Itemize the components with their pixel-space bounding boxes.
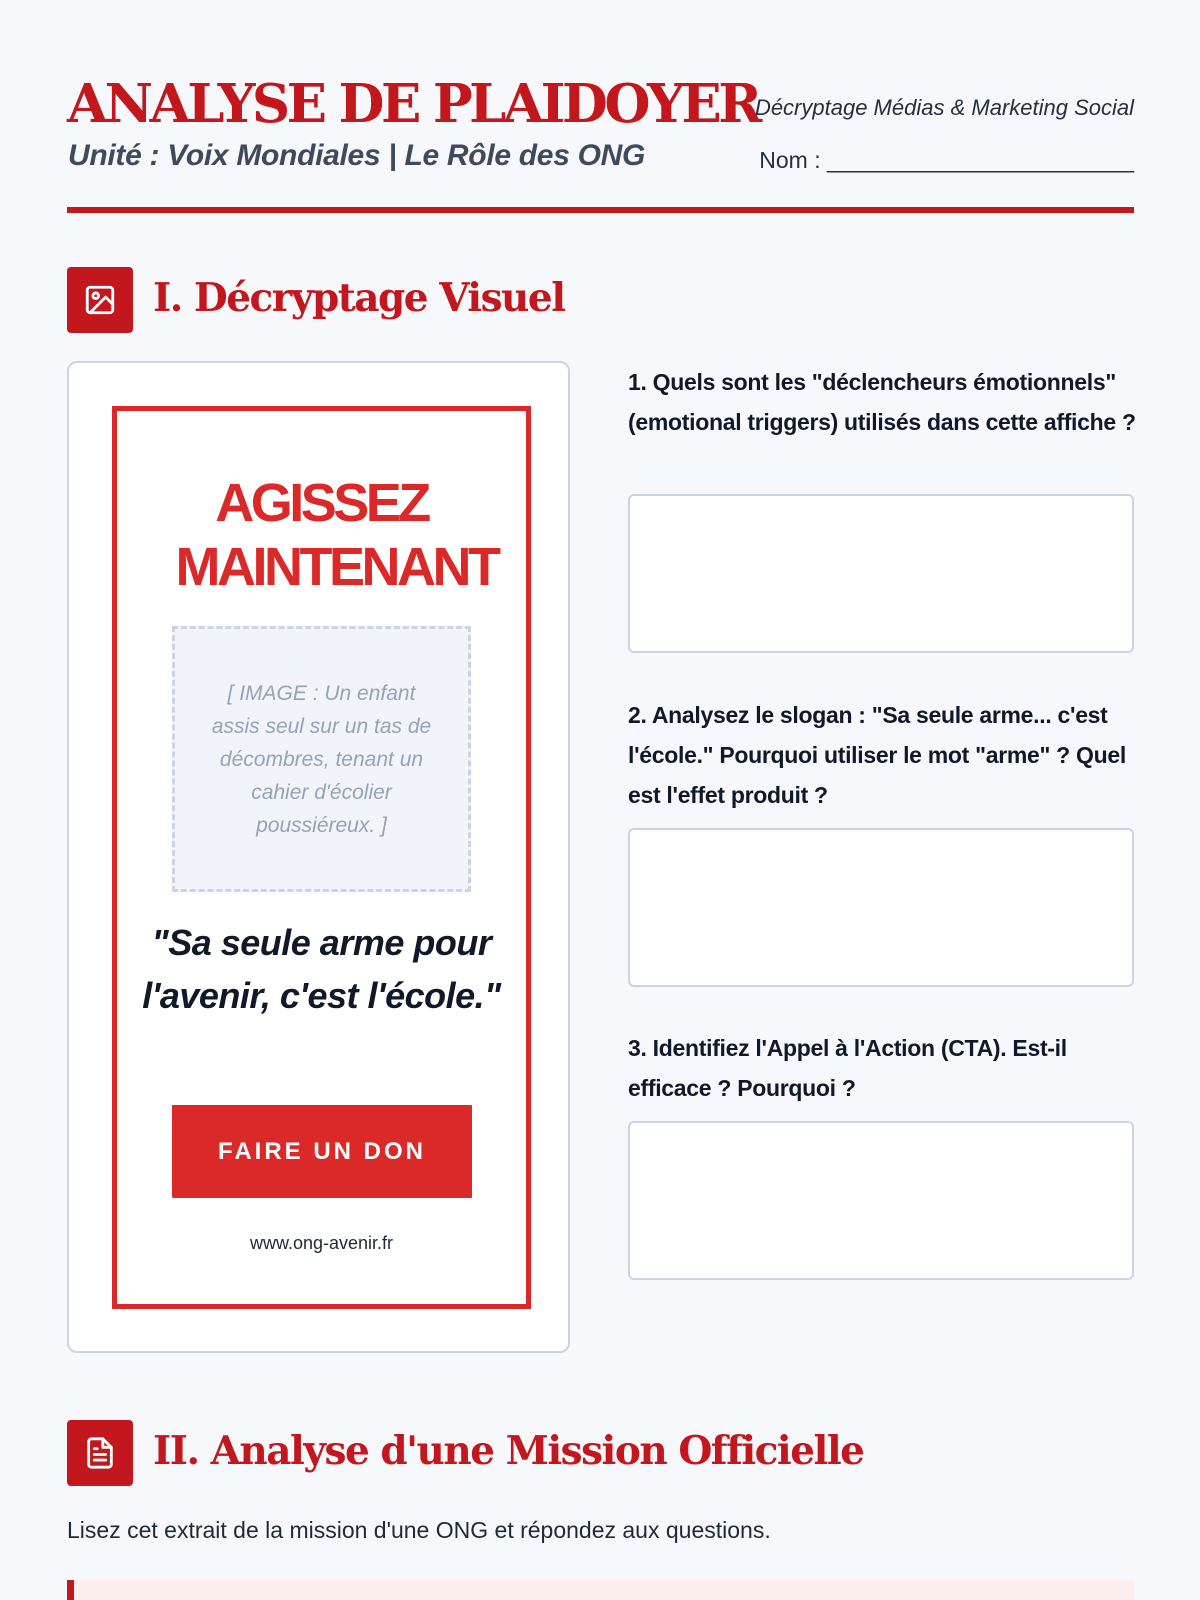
donate-button[interactable]: FAIRE UN DON xyxy=(172,1105,472,1198)
name-field[interactable]: Nom : ________________________ xyxy=(759,147,1134,173)
poster-headline-line1: AGISSEZ xyxy=(215,473,428,533)
answer-box-2[interactable] xyxy=(628,828,1134,987)
image-placeholder xyxy=(172,626,471,892)
answer-box-1[interactable] xyxy=(628,494,1134,653)
poster-card xyxy=(67,361,570,1353)
answer-box-3[interactable] xyxy=(628,1121,1134,1280)
tagline: Décryptage Médias & Marketing Social xyxy=(754,95,1134,120)
mission-excerpt-block xyxy=(67,1580,1134,1600)
section-title-mission: II. Analyse d'une Mission Officielle xyxy=(153,1428,864,1474)
question-3: 3. Identifiez l'Appel à l'Action (CTA). Est-il efficace ? Pourquoi ? xyxy=(628,1035,1067,1101)
poster-headline xyxy=(117,471,526,599)
document-icon xyxy=(67,1420,133,1486)
section-intro: Lisez cet extrait de la mission d'une ONG et répondez aux questions. xyxy=(67,1517,771,1543)
poster-url: www.ong-avenir.fr xyxy=(249,1233,394,1253)
advocacy-poster xyxy=(112,406,531,1309)
header-divider xyxy=(67,207,1134,213)
section-title-visual: I. Décryptage Visuel xyxy=(153,275,565,321)
question-1: 1. Quels sont les "déclencheurs émotionnels" (emotional triggers) utilisés dans cette affiche ? xyxy=(628,369,1136,435)
poster-headline-line2: MAINTENANT xyxy=(175,537,498,597)
question-2: 2. Analysez le slogan : "Sa seule arme... c'est l'école." Pourquoi utiliser le mot "arme" ? Quel est l'effet produit ? xyxy=(628,702,1126,808)
image-icon xyxy=(67,267,133,333)
poster-slogan: "Sa seule arme pour l'avenir, c'est l'école." xyxy=(142,922,501,1016)
image-placeholder-text: [ IMAGE : Un enfant assis seul sur un tas de décombres, tenant un cahier d'écolier poussiéreux. ] xyxy=(211,681,432,837)
page-subtitle: Unité : Voix Mondiales | Le Rôle des ONG xyxy=(68,139,646,172)
page-title: ANALYSE DE PLAIDOYER xyxy=(67,73,759,135)
